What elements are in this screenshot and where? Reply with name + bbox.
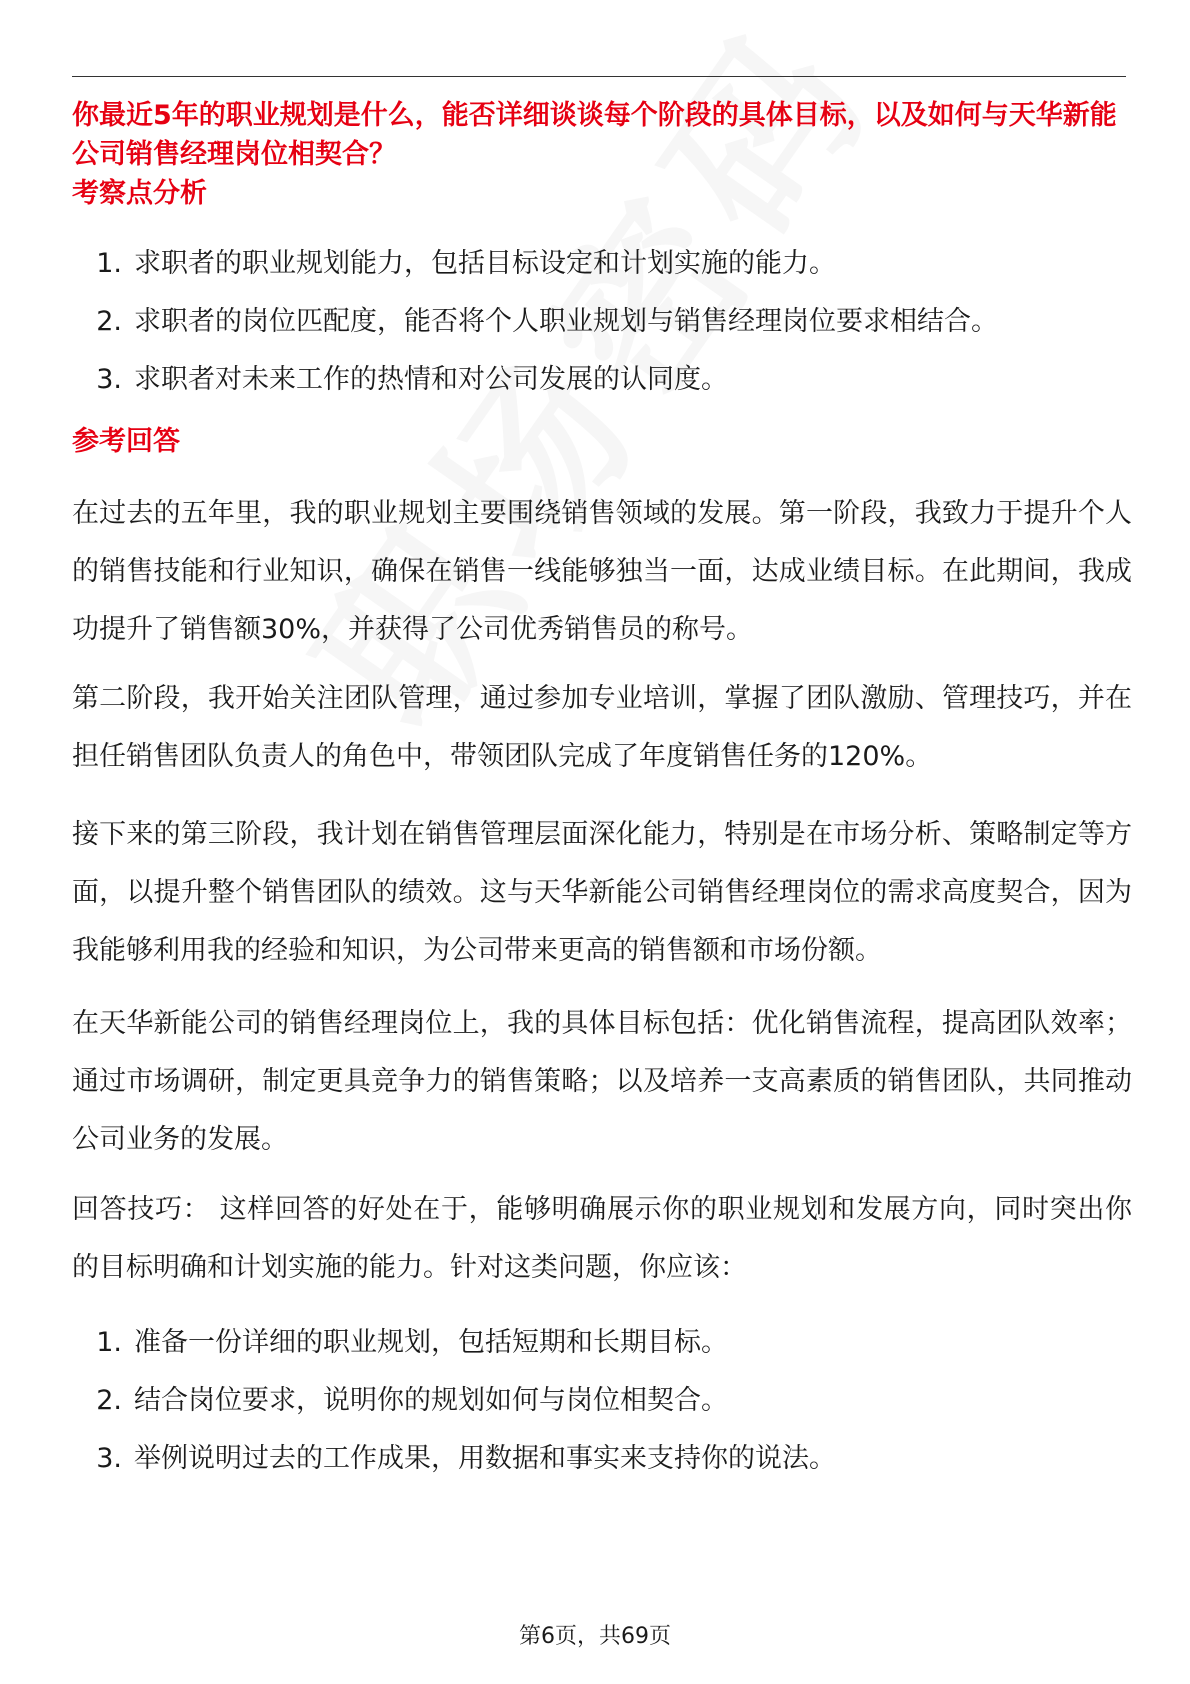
answer-paragraph-1: 在过去的五年里，我的职业规划主要围绕销售领域的发展。第一阶段，我致力于提升个人的销售技能和行业知识，确保在销售一线能够独当一面，达成业绩目标。在此期间，我成功提升了销售额30%，并获得了公司优秀销售员的称号。 <box>72 498 1132 645</box>
list-text: 举例说明过去的工作成果，用数据和事实来支持你的说法。 <box>134 1443 836 1474</box>
list-text: 求职者的职业规划能力，包括目标设定和计划实施的能力。 <box>134 248 836 279</box>
question-title: 你最近5年的职业规划是什么，能否详细谈谈每个阶段的具体目标，以及如何与天华新能公司销售经理岗位相契合？ <box>72 100 1117 170</box>
list-number: 3. <box>96 1443 122 1474</box>
tips-list <box>72 1325 1130 1499</box>
list-text: 结合岗位要求，说明你的规划如何与岗位相契合。 <box>134 1385 728 1416</box>
list-text: 准备一份详细的职业规划，包括短期和长期目标。 <box>134 1327 728 1358</box>
list-number: 1. <box>96 248 122 279</box>
list-item <box>72 362 1130 420</box>
top-divider <box>72 76 1126 77</box>
answer-paragraph-2: 第二阶段，我开始关注团队管理，通过参加专业培训，掌握了团队激励、管理技巧，并在担任销售团队负责人的角色中，带领团队完成了年度销售任务的120%。 <box>72 683 1132 772</box>
analysis-heading: 考察点分析 <box>72 178 207 209</box>
list-item <box>72 246 1130 304</box>
page-number: 第6页，共69页 <box>519 1624 671 1649</box>
list-item <box>72 1325 1130 1383</box>
answer-tips-paragraph: 回答技巧： 这样回答的好处在于，能够明确展示你的职业规划和发展方向，同时突出你的目标明确和计划实施的能力。针对这类问题，你应该： <box>72 1194 1132 1283</box>
list-item <box>72 304 1130 362</box>
answer-paragraph-3: 接下来的第三阶段，我计划在销售管理层面深化能力，特别是在市场分析、策略制定等方面，以提升整个销售团队的绩效。这与天华新能公司销售经理岗位的需求高度契合，因为我能够利用我的经验和知识，为公司带来更高的销售额和市场份额。 <box>72 819 1132 966</box>
list-item <box>72 1441 1130 1499</box>
list-item <box>72 1383 1130 1441</box>
list-number: 3. <box>96 364 122 395</box>
list-number: 1. <box>96 1327 122 1358</box>
answer-paragraph-4: 在天华新能公司的销售经理岗位上，我的具体目标包括：优化销售流程，提高团队效率；通过市场调研，制定更具竞争力的销售策略；以及培养一支高素质的销售团队，共同推动公司业务的发展。 <box>72 1008 1132 1155</box>
answer-heading: 参考回答 <box>72 426 180 457</box>
list-text: 求职者对未来工作的热情和对公司发展的认同度。 <box>134 364 728 395</box>
analysis-list <box>72 246 1130 420</box>
list-number: 2. <box>96 1385 122 1416</box>
list-number: 2. <box>96 306 122 337</box>
list-text: 求职者的岗位匹配度，能否将个人职业规划与销售经理岗位要求相结合。 <box>134 306 998 337</box>
